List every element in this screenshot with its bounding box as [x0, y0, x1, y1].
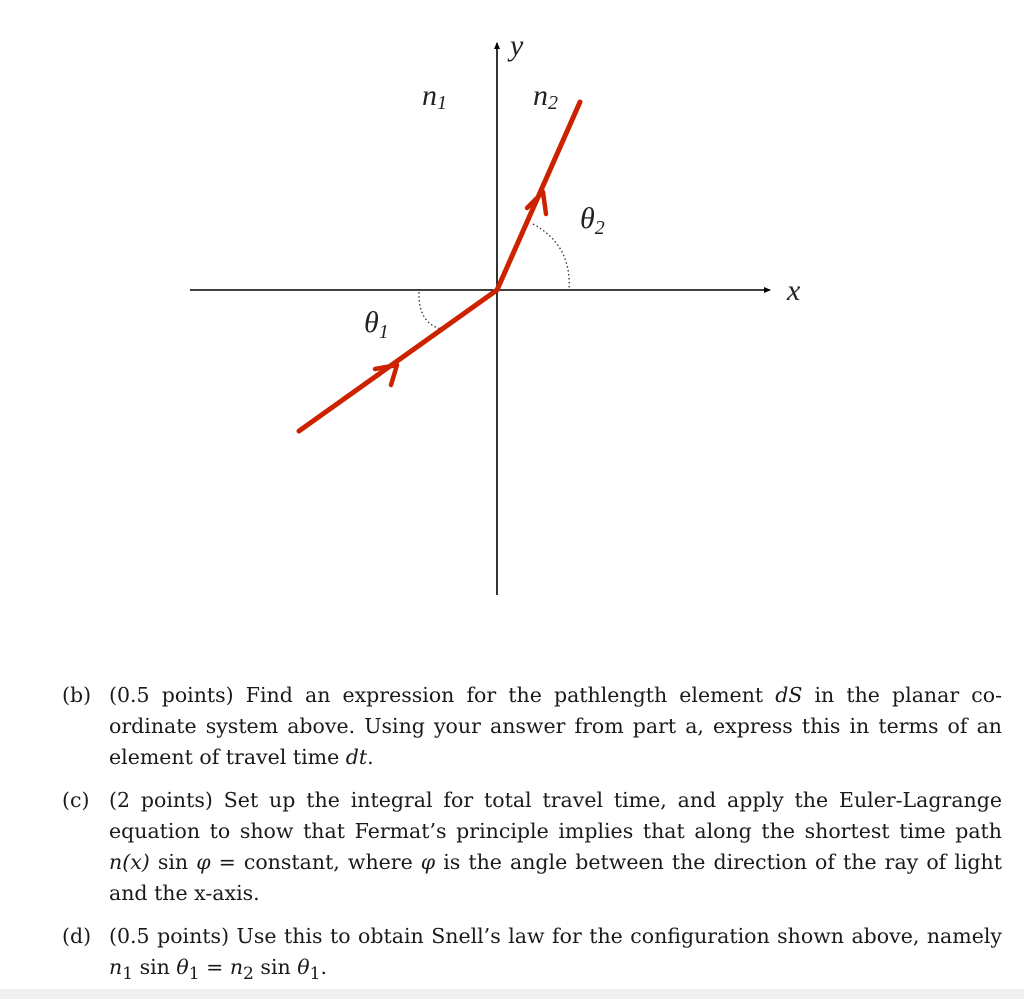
part-b-text: in the planar co-ordinate system above. Using your answer from part a, express this in terms of an element of travel time	[109, 683, 1002, 769]
part-c-text: sin	[149, 850, 197, 874]
part-d-sub: 2	[243, 964, 254, 985]
page-bottom-edge	[0, 989, 1024, 999]
incident-ray	[299, 290, 497, 431]
part-c-math: φ	[196, 850, 211, 874]
part-d-text: (0.5 points) Use this to obtain Snell’s law for the configuration shown above, namely	[109, 924, 1002, 948]
theta2-label: $\theta_2$	[580, 202, 605, 239]
part-c-text: = constant, where	[210, 850, 421, 874]
n1-label: n1	[422, 79, 447, 114]
part-b-math: dt	[345, 745, 368, 769]
part-d-text: sin	[253, 955, 298, 979]
part-d-math: θ	[176, 955, 189, 979]
question-parts	[62, 680, 1002, 1002]
part-d-sub: 1	[122, 964, 134, 985]
part-c-math: n(x)	[109, 850, 150, 874]
part-c-tag: (c)	[62, 788, 90, 812]
part-c	[62, 785, 1002, 909]
n2-label: n2	[533, 79, 558, 114]
part-d-text: .	[320, 955, 327, 979]
part-b-text: .	[367, 745, 374, 769]
part-d-text: sin	[133, 955, 177, 979]
part-d-sub: 1	[309, 964, 321, 985]
y-axis-label: y	[510, 29, 524, 62]
part-d-math: n	[109, 955, 123, 979]
part-c-text: is the angle between the direction of the ray of light and the x-axis.	[109, 850, 1002, 905]
part-b-tag: (b)	[62, 683, 92, 707]
theta1-label: $\theta_1$	[364, 306, 389, 343]
theta1-arc	[419, 292, 446, 330]
part-d-math: n	[229, 955, 244, 979]
part-d-text: =	[199, 955, 230, 979]
part-c-math: φ	[420, 850, 436, 874]
part-b-text: (0.5 points) Find an expression for the pathlength element	[109, 683, 776, 707]
part-b-math: dS	[775, 683, 803, 707]
part-d-math: θ	[297, 955, 310, 979]
part-d-sub: 1	[188, 964, 200, 985]
part-d-tag: (d)	[62, 924, 92, 948]
theta2-arc	[533, 224, 569, 290]
part-c-text: (2 points) Set up the integral for total travel time, and apply the Euler-Lagrange equation to show that Fermat’s principle implies that along the shortest time path	[109, 788, 1002, 843]
part-d	[62, 921, 1002, 990]
x-axis-label: x	[787, 274, 801, 307]
part-b	[62, 680, 1002, 773]
